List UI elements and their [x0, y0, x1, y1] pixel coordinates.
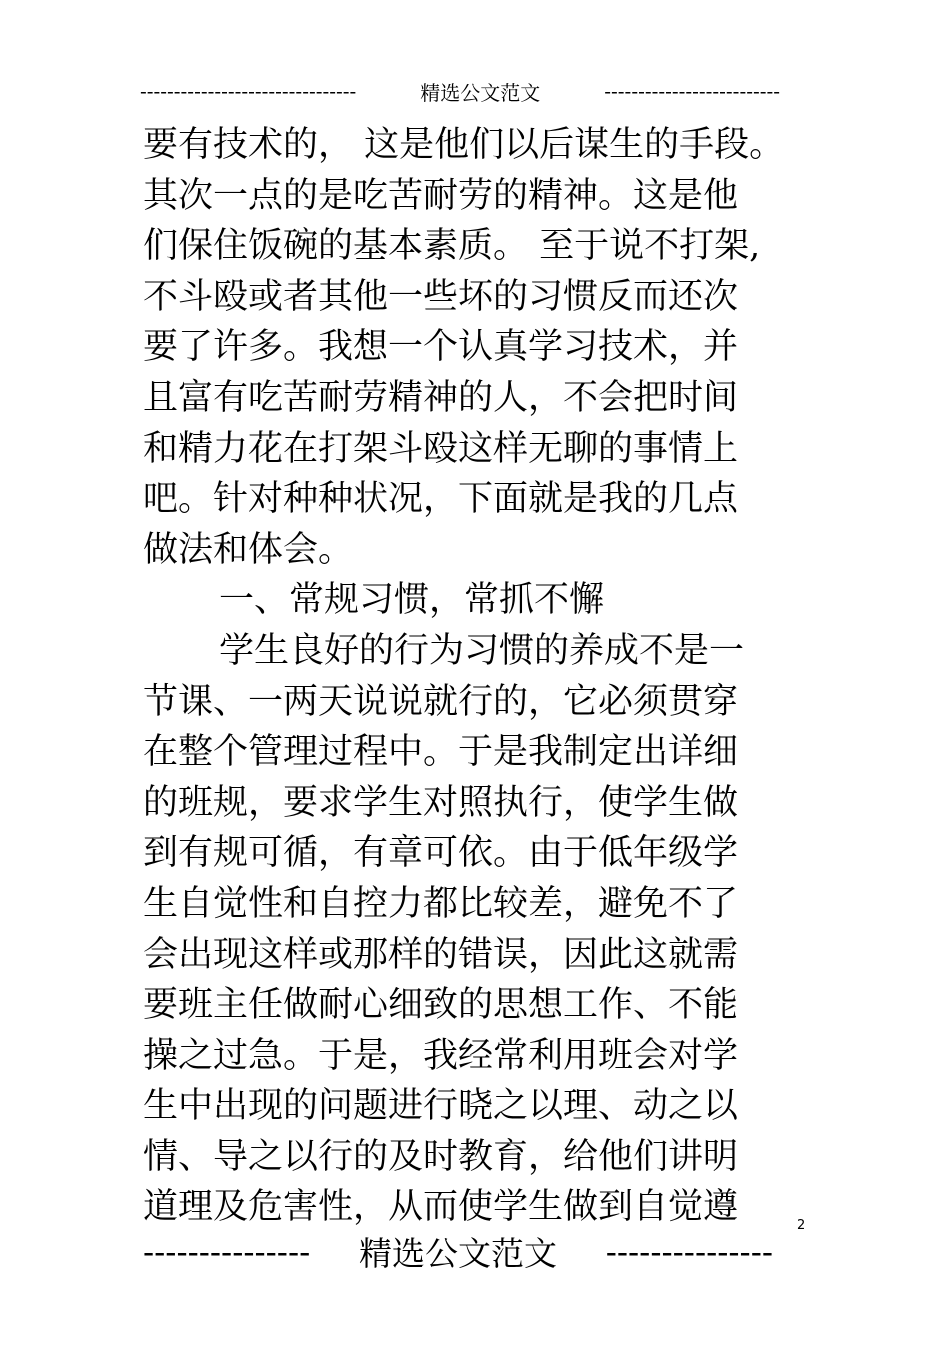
text-line: 且富有吃苦耐劳精神的人，不会把时间 — [143, 377, 739, 418]
text-line: 们保住饭碗的基本素质。 至于说不打架, — [143, 226, 761, 267]
page-number: 2 — [797, 1218, 806, 1233]
section-heading: 一、常规习惯，常抓不懈 — [219, 580, 605, 621]
header-title: 精选公文范文 — [420, 80, 541, 105]
text-line: 会出现这样或那样的错误，因此这就需 — [143, 934, 739, 975]
document-body — [143, 120, 793, 1233]
footer-left-rule: --------------- — [143, 1231, 311, 1271]
text-line: 的班规，要求学生对照执行，使学生做 — [143, 782, 739, 823]
header-right-rule: -------------------------- — [604, 79, 780, 103]
text-line: 要了许多。我想一个认真学习技术，并 — [143, 327, 739, 368]
text-line: 情、导之以行的及时教育，给他们讲明 — [143, 1136, 739, 1177]
text-line: 其次一点的是吃苦耐劳的精神。这是他 — [143, 175, 739, 216]
text-line: 操之过急。于是，我经常利用班会对学 — [143, 1035, 739, 1076]
text-line: 节课、一两天说说就行的，它必须贯穿 — [143, 681, 739, 722]
text-line: 到有规可循，有章可依。由于低年级学 — [143, 833, 739, 874]
text-line: 道理及危害性，从而使学生做到自觉遵 — [143, 1187, 739, 1228]
text-line: 生中出现的问题进行晓之以理、动之以 — [143, 1086, 739, 1127]
text-line: 和精力花在打架斗殴这样无聊的事情上 — [143, 428, 739, 469]
footer-title: 精选公文范文 — [359, 1233, 557, 1273]
text-line: 学生良好的行为习惯的养成不是一 — [219, 630, 745, 671]
footer-right-rule: --------------- — [605, 1231, 773, 1271]
header-left-rule: -------------------------------- — [140, 79, 357, 103]
text-line: 吧。针对种种状况，下面就是我的几点 — [143, 479, 739, 520]
text-line: 不斗殴或者其他一些坏的习惯反而还次 — [143, 276, 739, 317]
text-line: 要班主任做耐心细致的思想工作、不能 — [143, 985, 739, 1026]
text-line: 要有技术的， 这是他们以后谋生的手段。 — [143, 125, 785, 165]
page-footer — [143, 1228, 773, 1274]
text-line: 在整个管理过程中。于是我制定出详细 — [143, 732, 739, 773]
text-line: 做法和体会。 — [143, 529, 354, 570]
page-header — [140, 74, 780, 108]
text-line: 生自觉性和自控力都比较差，避免不了 — [143, 883, 739, 924]
